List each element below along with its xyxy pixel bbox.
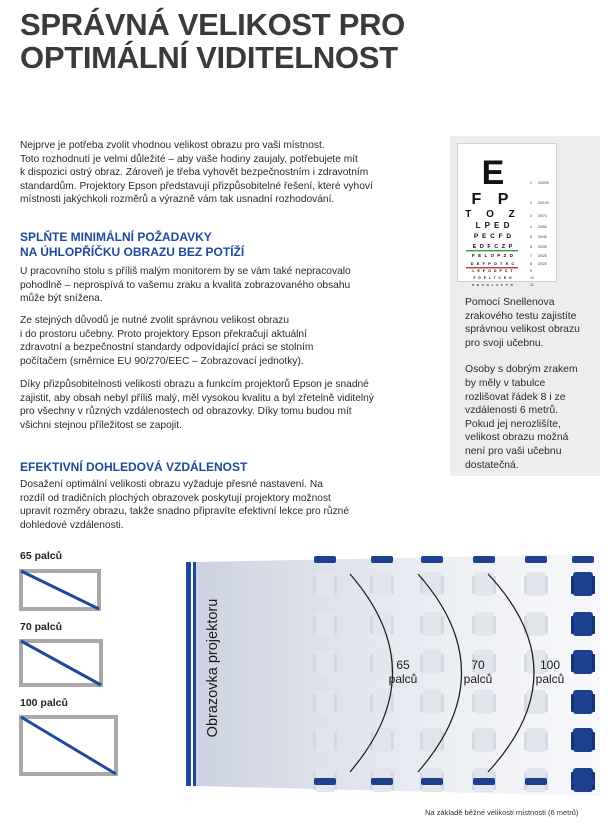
snellen-row: L E F O D P C T xyxy=(472,269,514,273)
seat-icon xyxy=(571,650,595,674)
seat-icon xyxy=(524,572,548,596)
section-heading-minimum: SPLŇTE MINIMÁLNÍ POŽADAVKY NA ÚHLOPŘÍČKU OBRAZU BEZ POTÍŽÍ xyxy=(20,230,245,259)
section1-paragraph-3: Díky přizpůsobitelnosti velikosti obrazu a funkcím projektorů Epson je snadné zajistit, aby obsah nebyl příliš malý, měl vysokou kvalitu a byl zřetelně viditelný pro všechny v různých vzdálenostech od obrazovky. Díky tomu budou mít všichni stejnou příležitost se zapojit. xyxy=(20,379,374,431)
snellen-row: F P xyxy=(471,191,515,208)
snellen-row-fraction: 20/40 xyxy=(538,235,547,239)
screen-100-icon xyxy=(21,717,116,774)
seat-icon xyxy=(571,612,595,636)
projector-screen-bar-inner xyxy=(193,562,196,786)
section1-paragraph-2: Ze stejných důvodů je nutné zvolit správnou velikost obrazu i do prostoru učebny. Proto projektory Epson překračují aktuální zdravotní a bezpečnostní standardy odpovídající práci se stolním počítačem (směrnice EU 90/270/EEC – Zobrazovací jednotky). xyxy=(20,315,314,367)
arc-label-100: 100 palců xyxy=(535,658,565,686)
snellen-row-number: 7 xyxy=(530,254,532,258)
seat-icon xyxy=(571,572,595,596)
screen-label: Obrazovka projektoru xyxy=(205,598,221,737)
size-label-70: 70 palců xyxy=(20,621,63,633)
seat-row-cap xyxy=(421,778,443,785)
size-label-100: 100 palců xyxy=(20,697,68,709)
snellen-row-number: 4 xyxy=(530,225,532,229)
seat-icon xyxy=(472,572,496,596)
seat-icon xyxy=(524,612,548,636)
snellen-row: D E F P O T E C xyxy=(470,261,516,266)
seat-icon xyxy=(472,690,496,714)
snellen-chart-graphic xyxy=(458,144,556,287)
seat-icon xyxy=(420,650,444,674)
footnote: Na základě běžné velikosti místnosti (6 metrů) xyxy=(425,808,579,817)
seat-row-cap xyxy=(371,778,393,785)
seat-icon xyxy=(472,728,496,752)
snellen-row-number: 2 xyxy=(530,201,532,205)
snellen-row: P E C F D xyxy=(473,233,513,240)
snellen-row: F E L O P Z D xyxy=(472,253,514,258)
snellen-row: F D P L T C E O xyxy=(473,276,513,280)
snellen-row-fraction: 20/25 xyxy=(538,254,547,258)
projector-screen-bar xyxy=(186,562,191,786)
seat-icon xyxy=(420,612,444,636)
seat-icon xyxy=(313,690,337,714)
sidebar-caption: Pomocí Snellenova zrakového testu zajistíte správnou velikost obrazu pro svoji učebnu. xyxy=(465,297,580,349)
seat-icon xyxy=(571,690,595,714)
intro-paragraph: Nejprve je potřeba zvolit vhodnou velikost obrazu pro vaši místnost. Toto rozhodnutí je velmi důležité – aby vaše hodiny zaujaly, potřebujete mít k dispozici ostrý obraz. Zároveň je třeba vyhovět bezpečnostním i zdravotním standardům. Projektory Epson představují přizpůsobitelné řešení, které vyhoví místnosti jakýchkoli rozměrů a výrazně vám tak usnadní rozhodování. xyxy=(20,140,373,206)
seat-icon xyxy=(472,612,496,636)
seat-icon xyxy=(571,728,595,752)
snellen-row-fraction: 20/30 xyxy=(538,245,547,249)
sidebar-note: Osoby s dobrým zrakem by měly v tabulce rozlišovat řádek 8 i ze vzdálenosti 6 metrů. Pokud jej nerozlišíte, velikost obrazu možná není pro vaši učebnu dostatečná. xyxy=(465,364,578,471)
snellen-row-number: 8 xyxy=(530,262,532,266)
seat-row-cap xyxy=(572,778,594,785)
seat-row-cap xyxy=(473,778,495,785)
seat-icon xyxy=(370,572,394,596)
snellen-row-number: 5 xyxy=(530,235,532,239)
snellen-row-fraction: 20/200 xyxy=(538,181,549,185)
snellen-row-number: 10 xyxy=(530,276,534,280)
screen-label-wrap xyxy=(203,585,223,750)
snellen-row-fraction: 20/50 xyxy=(538,225,547,229)
seat-row-cap xyxy=(371,556,393,563)
snellen-row-fraction: 20/20 xyxy=(538,262,547,266)
arc-label-70: 70 palců xyxy=(463,658,493,686)
seat-row-cap xyxy=(473,556,495,563)
sidebar-text xyxy=(465,296,590,472)
snellen-row-fraction: 20/100 xyxy=(538,201,549,205)
seat-row-cap xyxy=(421,556,443,563)
snellen-row-number: 9 xyxy=(530,269,532,273)
seat-icon xyxy=(313,572,337,596)
snellen-row: P E Z O L C F T D xyxy=(472,283,514,287)
seat-icon xyxy=(420,690,444,714)
snellen-row: T O Z xyxy=(465,209,521,220)
snellen-row-number: 6 xyxy=(530,245,532,249)
snellen-row: E xyxy=(481,154,505,192)
seat-icon xyxy=(524,728,548,752)
page-title: SPRÁVNÁ VELIKOST PRO OPTIMÁLNÍ VIDITELNOST xyxy=(20,7,405,75)
seat-row-cap xyxy=(314,778,336,785)
snellen-row-fraction: 20/70 xyxy=(538,214,547,218)
screen-70-icon xyxy=(21,641,101,685)
section2-paragraph: Dosažení optimální velikosti obrazu vyžaduje přesné nastavení. Na rozdíl od tradičních plochých obrazovek poskytují projektory možnost upravit rozměry obrazu, takže snadno připravíte efektivní lekce pro různé dohledové vzdálenosti. xyxy=(20,479,349,531)
snellen-row: E D F C Z P xyxy=(472,244,514,250)
snellen-chart xyxy=(457,143,557,287)
seat-icon xyxy=(313,650,337,674)
seat-row-cap xyxy=(572,556,594,563)
snellen-row-number: 3 xyxy=(530,214,532,218)
room-diagram xyxy=(0,560,614,810)
seat-row-cap xyxy=(525,556,547,563)
seat-icon xyxy=(420,728,444,752)
section1-paragraph-1: U pracovního stolu s příliš malým monitorem by se vám také nepracovalo pohodlně – neprospívá to vašemu zraku a kvalita zobrazovaného obsahu může být snížena. xyxy=(20,266,351,305)
snellen-row: L P E D xyxy=(475,221,511,230)
seat-row-cap xyxy=(525,778,547,785)
snellen-row-number: 11 xyxy=(530,283,534,287)
screen-65-icon xyxy=(21,571,99,609)
arc-label-65: 65 palců xyxy=(388,658,418,686)
size-label-65: 65 palců xyxy=(20,550,63,562)
seat-icon xyxy=(370,728,394,752)
seat-icon xyxy=(313,612,337,636)
section-heading-distance: EFEKTIVNÍ DOHLEDOVÁ VZDÁLENOST xyxy=(20,460,248,474)
seat-row-cap xyxy=(314,556,336,563)
snellen-row-number: 1 xyxy=(530,181,532,185)
seat-icon xyxy=(313,728,337,752)
snellen-green-line xyxy=(466,250,518,251)
seat-icon xyxy=(420,572,444,596)
